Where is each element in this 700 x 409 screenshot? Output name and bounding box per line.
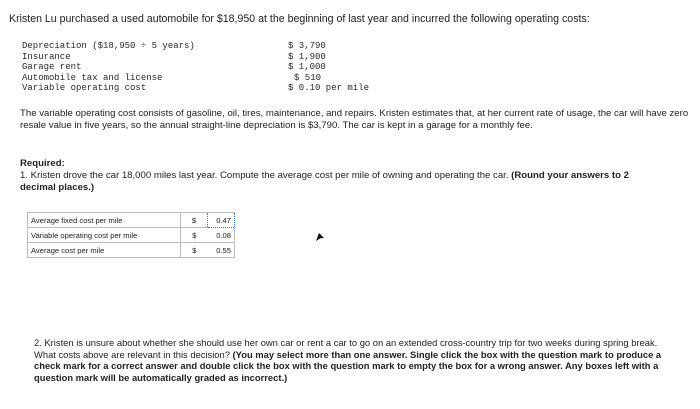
row-label: Average cost per mile	[28, 243, 181, 258]
currency-symbol: $	[181, 228, 208, 243]
cost-value: $ 3,790	[288, 41, 326, 51]
cost-value: $ 0.10 per mile	[288, 83, 370, 94]
currency-symbol: $	[181, 213, 208, 228]
cost-row-depreciation	[22, 41, 402, 52]
requirement-1-text: 1. Kristen drove the car 18,000 miles last year. Compute the average cost per mile of owning and operating the car.	[20, 170, 509, 181]
requirement-2	[34, 337, 679, 383]
cost-label: Insurance	[22, 51, 71, 62]
row-label: Average fixed cost per mile	[28, 213, 181, 228]
problem-intro: Kristen Lu purchased a used automobile for $18,950 at the beginning of last year and incurred the following operating costs:	[9, 13, 590, 25]
requirement-2-note: (You may select more than one answer. Single click the box with the question mark to produce a check mark for a correct answer and double click the box with the question mark to empty the box for a wrong answer. Any boxes left with a question mark will be automatically graded as incorrect.)	[34, 348, 662, 383]
requirement-1	[20, 170, 660, 194]
table-row	[28, 243, 235, 258]
cost-row-garage-rent	[22, 62, 402, 73]
variable-cost-input[interactable]: 0.08	[208, 228, 235, 243]
requirement-2-text: 2. Kristen is unsure about whether she should use her own car or rent a car to go on an extended cross-country trip for two weeks during spring break. What costs above are relevant in this decision?	[34, 337, 658, 360]
average-fixed-cost-input[interactable]: 0.47	[208, 213, 235, 228]
cost-value: $ 510	[294, 72, 322, 83]
operating-costs-list	[22, 41, 402, 94]
cost-value: $ 1,000	[288, 62, 326, 73]
cost-label: Garage rent	[22, 62, 82, 73]
required-heading: Required:	[20, 158, 65, 169]
mouse-cursor-icon	[315, 232, 325, 242]
table-row	[28, 213, 235, 228]
cost-value: $ 1,900	[288, 51, 326, 62]
average-cost-input[interactable]: 0.55	[208, 243, 235, 258]
cost-row-tax-license	[22, 73, 402, 84]
table-row	[28, 228, 235, 243]
cost-label: Automobile tax and license	[22, 72, 163, 83]
currency-symbol: $	[181, 243, 208, 258]
cost-row-insurance	[22, 52, 402, 63]
requirement-1-note: (Round your answers to 2 decimal places.)	[20, 170, 629, 193]
cost-label: Variable operating cost	[22, 83, 147, 94]
answer-table	[27, 212, 235, 258]
row-label: Variable operating cost per mile	[28, 228, 181, 243]
cost-label: Depreciation ($18,950 ÷ 5 years)	[22, 41, 195, 51]
cost-row-variable	[22, 83, 402, 94]
problem-paragraph: The variable operating cost consists of gasoline, oil, tires, maintenance, and repairs. Kristen estimates that, at her current rate of usage, the car will have zero resale value in five years, so the annual straight-line depreciation is $3,790. The car is kept in a garage for a monthly fee.	[20, 108, 689, 131]
